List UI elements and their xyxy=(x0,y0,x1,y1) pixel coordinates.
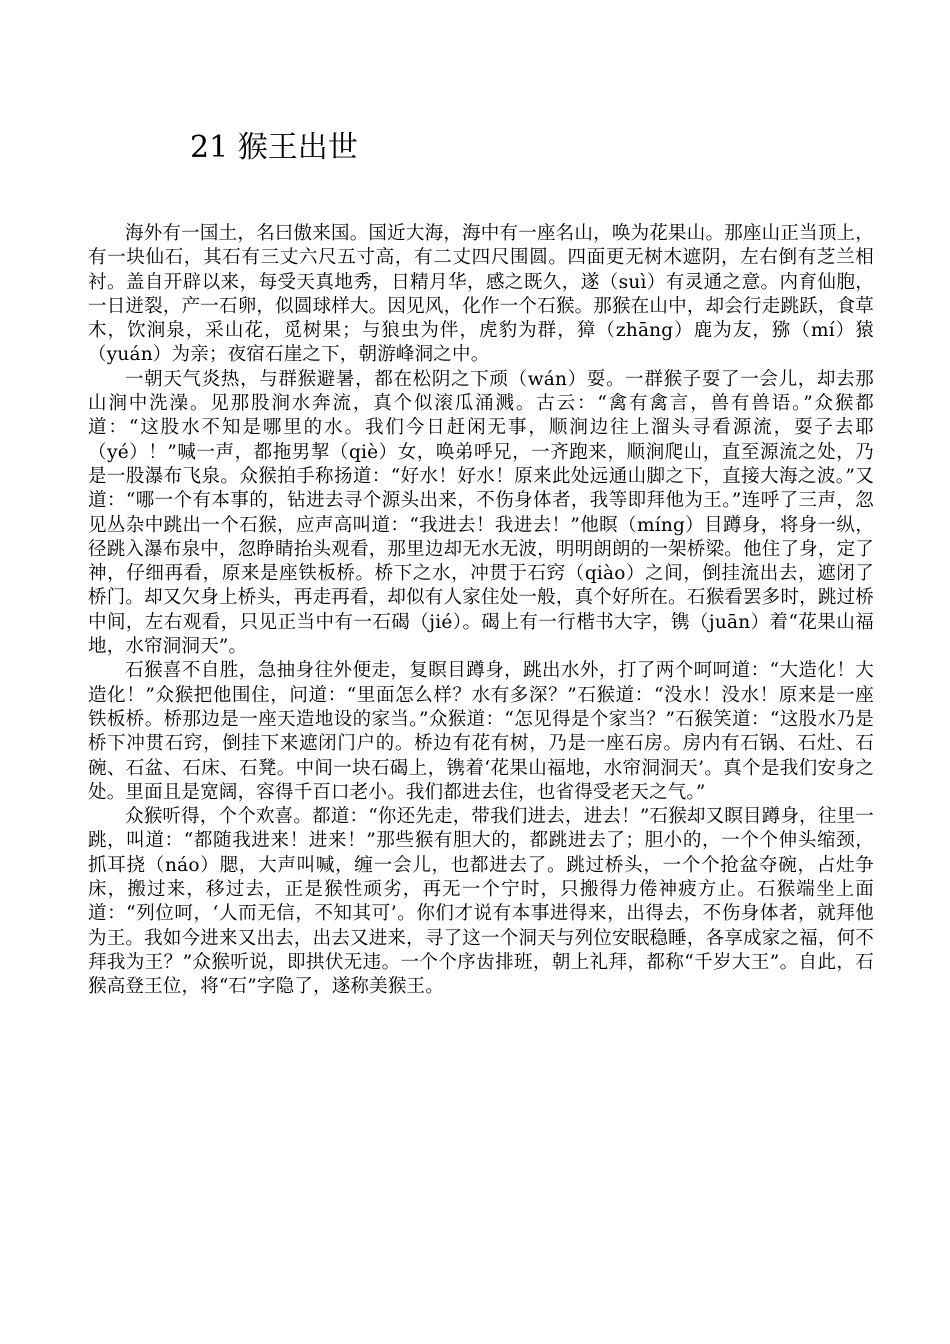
paragraph-2: 一朝天气炎热，与群猴避暑，都在松阴之下顽（wán）耍。一群猴子耍了一会儿，却去那山涧中洗澡。见那股涧水奔流，真个似滚瓜涌溅。古云：“禽有禽言，兽有兽语。”众猴都道：“这股水不知是哪里的水。我们今日赶闲无事，顺涧边往上溜头寻看源流，耍子去耶（yé）！”喊一声，都拖男挈（qiè）女，唤弟呼兄，一齐跑来，顺涧爬山，直至源流之处，乃是一股瀑布飞泉。众猴拍手称扬道：“好水！好水！原来此处远通山脚之下，直接大海之波。”又道：“哪一个有本事的，钻进去寻个源头出来，不伤身体者，我等即拜他为王。”连呼了三声，忽见丛杂中跳出一个石猴，应声高叫道：“我进去！我进去！”他瞑（míng）目蹲身，将身一纵，径跳入瀑布泉中，忽睁睛抬头观看，那里边却无水无波，明明朗朗的一架桥梁。他住了身，定了神，仔细再看，原来是座铁板桥。桥下之水，冲贯于石窍（qiào）之间，倒挂流出去，遮闭了桥门。却又欠身上桥头，再走再看，却似有人家住处一般，真个好所在。石猴看罢多时，跳过桥中间，左右观看，只见正当中有一石碣（jié）。碣上有一行楷书大字，镌（juān）着“花果山福地，水帘洞洞天”。 xyxy=(88,368,874,658)
paragraph-1: 海外有一国土，名曰傲来国。国近大海，海中有一座名山，唤为花果山。那座山正当顶上，有一块仙石，其石有三丈六尺五寸高，有二丈四尺围圆。四面更无树木遮阴，左右倒有芝兰相衬。盖自开辟以来，每受天真地秀，日精月华，感之既久，遂（suì）有灵通之意。内育仙胞，一日迸裂，产一石卵，似圆球样大。因见风，化作一个石猴。那猴在山中，却会行走跳跃，食草木，饮涧泉，采山花，觅树果；与狼虫为伴，虎豹为群，獐（zhāng）鹿为友，猕（mí）猿（yuán）为亲；夜宿石崖之下，朝游峰洞之中。 xyxy=(88,223,874,366)
paragraph-4: 众猴听得，个个欢喜。都道：“你还先走，带我们进去，进去！”石猴却又瞑目蹲身，往里一跳，叫道：“都随我进来！进来！”那些猴有胆大的，都跳进去了；胆小的，一个个伸头缩颈，抓耳挠（náo）腮，大声叫喊，缠一会儿，也都进去了。跳过桥头，一个个抢盆夺碗，占灶争床，搬过来，移过去，正是猴性顽劣，再无一个宁时，只搬得力倦神疲方止。石猴端坐上面道：“列位呵，‘人而无信，不知其可’。你们才说有本事进得来，出得去，不伤身体者，就拜他为王。我如今进来又出去，出去又进来，寻了这一个洞天与列位安眠稳睡，各享成家之福，何不拜我为王？”众猴听说，即拱伏无违。一个个序齿排班，朝上礼拜，都称“千岁大王”。自此，石猴高登王位，将“石”字隐了，遂称美猴王。 xyxy=(88,806,874,998)
page-title: 21 猴王出世 xyxy=(190,130,358,165)
article-body xyxy=(88,222,874,1000)
paragraph-3: 石猴喜不自胜，急抽身往外便走，复瞑目蹲身，跳出水外，打了两个呵呵道：“大造化！大造化！”众猴把他围住，问道：“里面怎么样？水有多深？”石猴道：“没水！没水！原来是一座铁板桥。桥那边是一座天造地设的家当。”众猴道：“怎见得是个家当？”石猴笑道：“这股水乃是桥下冲贯石窍，倒挂下来遮闭门户的。桥边有花有树，乃是一座石房。房内有石锅、石灶、石碗、石盆、石床、石凳。中间一块石碣上，镌着‘花果山福地，水帘洞洞天’。真个是我们安身之处。里面且是宽阔，容得千百口老小。我们都进去住，也省得受老天之气。” xyxy=(88,660,874,803)
